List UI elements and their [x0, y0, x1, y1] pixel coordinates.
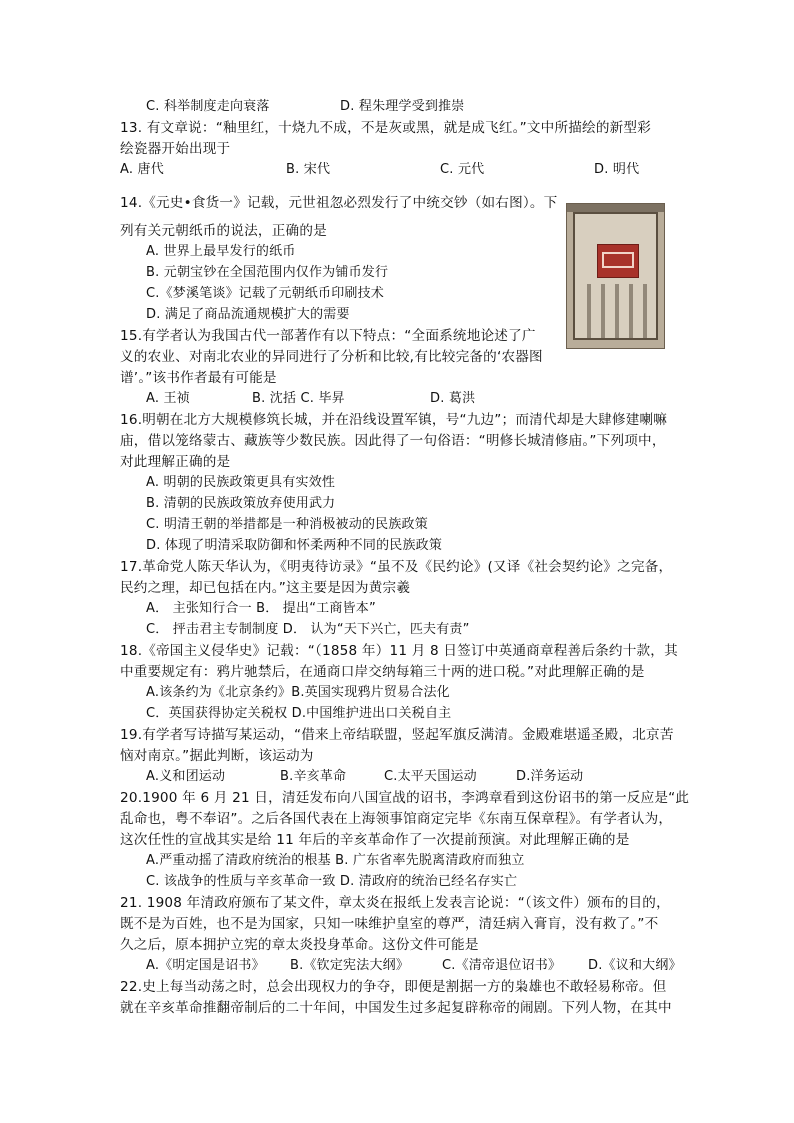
q16-option-d: D. 体现了明清采取防御和怀柔两种不同的民族政策	[146, 538, 443, 553]
q20-stem: 这次任性的宣战其实是给 11 年后的辛亥革命作了一次提前预演。对此理解正确的是	[120, 832, 630, 848]
q12-option-c: C. 科举制度走向衰落	[146, 99, 270, 114]
q15-stem: 义的农业、对南北农业的异同进行了分析和比较,有比较完备的‘农器图	[120, 349, 543, 365]
q16-option-a: A. 明朝的民族政策更具有实效性	[146, 475, 336, 490]
q20-stem: 乱命也，粤不奉诏”。之后各国代表在上海领事馆商定完毕《东南互保章程》。有学者认为，	[120, 811, 673, 827]
q21-stem: 久之后，原本拥护立宪的章太炎投身革命。这份文件可能是	[120, 937, 479, 953]
q19-option-d: D.洋务运动	[516, 769, 584, 784]
q20-stem: 20.1900 年 6 月 21 日，清廷发布向八国宣战的诏书，李鸿章看到这份诏书的第一反应是“此	[120, 790, 690, 806]
q22-stem: 22.史上每当动荡之时，总会出现权力的争夺，即便是割据一方的枭雄也不敢轻易称帝。但	[120, 979, 667, 995]
q16-stem: 16.明朝在北方大规模修筑长城，并在沿线设置军镇，号“九边”；而清代却是大肆修建喇嘛	[120, 412, 668, 428]
q13-option-d: D. 明代	[594, 162, 640, 177]
banknote-top-band	[567, 204, 664, 212]
banknote-text-column	[601, 284, 605, 338]
q14-stem: 14.《元史•食货一》记载，元世祖忽必烈发行了中统交钞（如右图）。下	[120, 195, 558, 211]
q13-stem: 绘瓷器开始出现于	[120, 141, 231, 157]
q17-stem: 17.革命党人陈天华认为，《明夷待访录》“虽不及《民约论》(又译《社会契约论》之完备，	[120, 559, 673, 575]
q17-option-cd: C． 抨击君主专制制度 D． 认为“天下兴亡，匹夫有责”	[146, 622, 470, 637]
q14-option-b: B. 元朝宝钞在全国范围内仅作为铺币发行	[146, 265, 389, 280]
q15-stem: 15.有学者认为我国古代一部著作有以下特点：“全面系统地论述了广	[120, 328, 536, 344]
banknote-text-column	[587, 284, 591, 338]
q18-stem: 18.《帝国主义侵华史》记载：“（1858 年）11 月 8 日签订中英通商章程善后条约十款，其	[120, 643, 678, 659]
q16-option-b: B. 清朝的民族政策放弃使用武力	[146, 496, 336, 511]
q14-option-d: D. 满足了商品流通规模扩大的需要	[146, 307, 350, 322]
q16-stem: 庙，借以笼络蒙古、藏族等少数民族。因此得了一句俗语：“明修长城清修庙。”下列项中，	[120, 433, 666, 449]
q21-stem: 21. 1908 年清政府颁布了某文件，章太炎在报纸上发表言论说：“（该文件）颁布的目的，	[120, 895, 670, 911]
q19-stem: 19.有学者写诗描写某运动，“借来上帝结联盟，竖起军旗反满清。金殿难堪遥圣殿，北京苦	[120, 727, 674, 743]
banknote-text-column	[629, 284, 633, 338]
q21-stem: 既不是为百姓，也不是为国家，只知一味维护皇室的尊严，清廷病入膏肓，没有救了。”不	[120, 916, 659, 932]
banknote-text-column	[615, 284, 619, 338]
q19-option-b: B.辛亥革命	[280, 769, 347, 784]
q18-option-cd: C．英国获得协定关税权 D.中国维护进出口关税自主	[146, 706, 452, 721]
q19-option-a: A.义和团运动	[146, 769, 226, 784]
banknote-frame	[573, 212, 658, 340]
q22-stem: 就在辛亥革命推翻帝制后的二十年间，中国发生过多起复辟称帝的闹剧。下列人物，在其中	[120, 1000, 672, 1016]
q12-option-d: D. 程朱理学受到推崇	[340, 99, 465, 114]
banknote-text-column	[643, 284, 647, 338]
q16-option-c: C. 明清王朝的举措都是一种消极被动的民族政策	[146, 517, 428, 532]
q13-stem: 13. 有文章说：“釉里红，十烧九不成，不是灰或黑，就是成飞红。”文中所描绘的新型彩	[120, 120, 651, 136]
banknote-seal	[597, 244, 639, 278]
q14-option-c: C.《梦溪笔谈》记载了元朝纸币印刷技术	[146, 286, 385, 301]
banknote-image	[566, 203, 665, 349]
q17-stem: 民约之理，却已包括在内。”这主要是因为黄宗羲	[120, 580, 411, 596]
q14-stem: 列有关元朝纸币的说法，正确的是	[120, 223, 327, 239]
q14-option-a: A. 世界上最早发行的纸币	[146, 244, 296, 259]
q15-stem: 谱’。”该书作者最有可能是	[120, 370, 277, 386]
q13-option-a: A. 唐代	[120, 162, 164, 177]
q19-stem: 恼对南京。”据此判断，该运动为	[120, 748, 314, 764]
q13-option-c: C. 元代	[440, 162, 485, 177]
q20-option-ab: A.严重动摇了清政府统治的根基 B. 广东省率先脱离清政府而独立	[146, 853, 525, 868]
q19-option-c: C.太平天国运动	[384, 769, 477, 784]
q21-option-d: D.《议和大纲》	[588, 958, 682, 973]
q15-option-bc: B. 沈括 C. 毕昇	[252, 391, 345, 406]
q18-option-ab: A.该条约为《北京条约》B.英国实现鸦片贸易合法化	[146, 685, 450, 700]
q21-option-c: C.《清帝退位诏书》	[442, 958, 562, 973]
q18-stem: 中重要规定有：鸦片驰禁后，在通商口岸交纳每箱三十两的进口税。”对此理解正确的是	[120, 664, 645, 680]
q15-option-a: A. 王祯	[146, 391, 190, 406]
q21-option-b: B.《钦定宪法大纲》	[290, 958, 410, 973]
q16-stem: 对此理解正确的是	[120, 454, 231, 470]
q13-option-b: B. 宋代	[286, 162, 331, 177]
q17-option-ab: A． 主张知行合一 B． 提出“工商皆本”	[146, 601, 376, 616]
q21-option-a: A.《明定国是诏书》	[146, 958, 265, 973]
q20-option-cd: C. 该战争的性质与辛亥革命一致 D. 清政府的统治已经名存实亡	[146, 874, 518, 889]
q15-option-d: D. 葛洪	[430, 391, 476, 406]
